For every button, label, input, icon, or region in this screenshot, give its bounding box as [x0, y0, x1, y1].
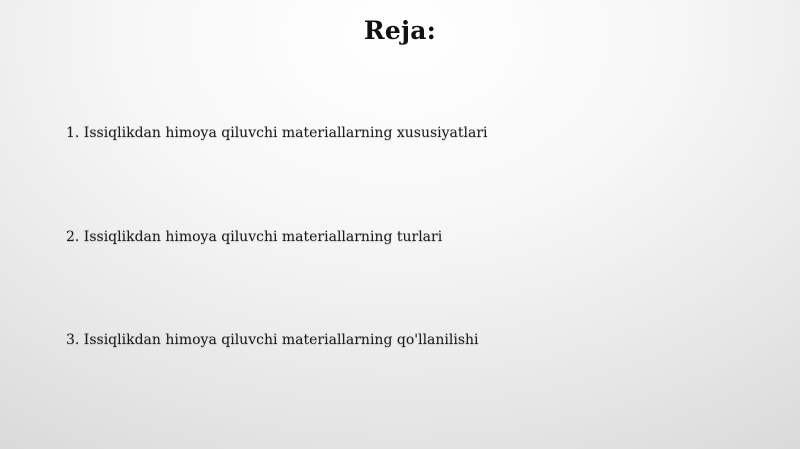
plan-item-1: 1. Issiqlikdan himoya qiluvchi materiallarning xususiyatlari [66, 125, 488, 141]
plan-item-3: 3. Issiqlikdan himoya qiluvchi materiallarning qo'llanilishi [66, 332, 479, 348]
slide-title: Reja: [363, 16, 437, 45]
plan-item-2: 2. Issiqlikdan himoya qiluvchi materiallarning turlari [66, 229, 443, 245]
